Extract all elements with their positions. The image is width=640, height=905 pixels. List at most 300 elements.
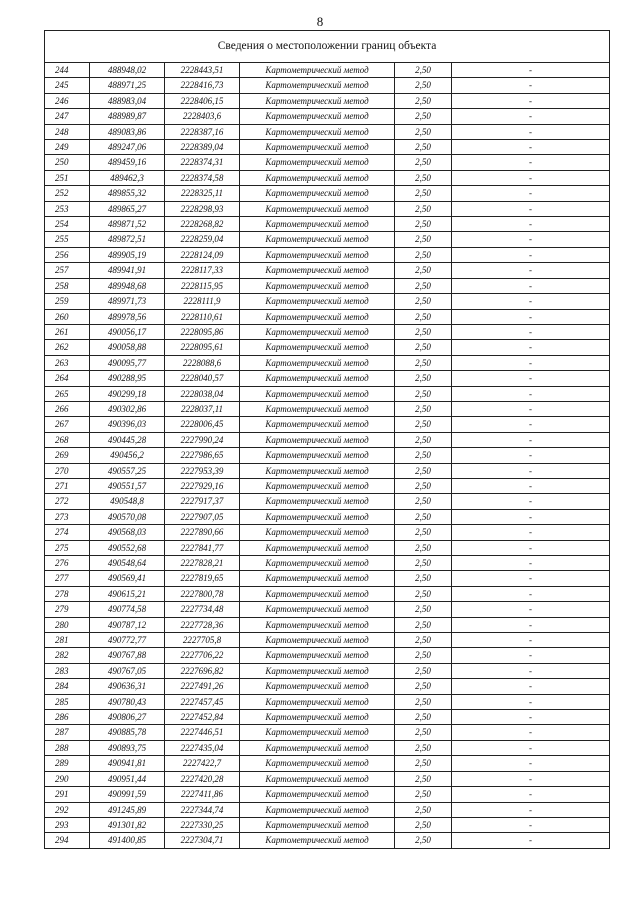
point-number-cell: 247 — [45, 109, 90, 124]
description-cell: - — [452, 679, 610, 694]
x-coordinate-cell: 490445,28 — [90, 432, 165, 447]
y-coordinate-cell: 2228387,16 — [165, 124, 240, 139]
table-row — [45, 633, 610, 648]
method-cell: Картометрический метод — [240, 401, 395, 416]
table-row — [45, 756, 610, 771]
y-coordinate-cell: 2227696,82 — [165, 663, 240, 678]
y-coordinate-cell: 2227457,45 — [165, 694, 240, 709]
table-row — [45, 278, 610, 293]
method-cell: Картометрический метод — [240, 278, 395, 293]
y-coordinate-cell: 2227986,65 — [165, 448, 240, 463]
x-coordinate-cell: 490299,18 — [90, 386, 165, 401]
table-row — [45, 201, 610, 216]
accuracy-cell: 2,50 — [395, 124, 452, 139]
point-number-cell: 256 — [45, 247, 90, 262]
y-coordinate-cell: 2227452,84 — [165, 710, 240, 725]
description-cell: - — [452, 186, 610, 201]
method-cell: Картометрический метод — [240, 509, 395, 524]
accuracy-cell: 2,50 — [395, 217, 452, 232]
description-cell: - — [452, 525, 610, 540]
description-cell: - — [452, 109, 610, 124]
table-row — [45, 432, 610, 447]
accuracy-cell: 2,50 — [395, 817, 452, 832]
x-coordinate-cell: 489865,27 — [90, 201, 165, 216]
point-number-cell: 269 — [45, 448, 90, 463]
x-coordinate-cell: 490951,44 — [90, 771, 165, 786]
accuracy-cell: 2,50 — [395, 494, 452, 509]
boundary-coordinates-table — [44, 30, 610, 849]
point-number-cell: 272 — [45, 494, 90, 509]
method-cell: Картометрический метод — [240, 740, 395, 755]
accuracy-cell: 2,50 — [395, 155, 452, 170]
description-cell: - — [452, 263, 610, 278]
method-cell: Картометрический метод — [240, 247, 395, 262]
method-cell: Картометрический метод — [240, 417, 395, 432]
accuracy-cell: 2,50 — [395, 247, 452, 262]
x-coordinate-cell: 491400,85 — [90, 833, 165, 848]
accuracy-cell: 2,50 — [395, 787, 452, 802]
y-coordinate-cell: 2227929,16 — [165, 478, 240, 493]
point-number-cell: 248 — [45, 124, 90, 139]
point-number-cell: 257 — [45, 263, 90, 278]
point-number-cell: 277 — [45, 571, 90, 586]
point-number-cell: 258 — [45, 278, 90, 293]
method-cell: Картометрический метод — [240, 463, 395, 478]
description-cell: - — [452, 463, 610, 478]
y-coordinate-cell: 2228038,04 — [165, 386, 240, 401]
description-cell: - — [452, 232, 610, 247]
x-coordinate-cell: 488989,87 — [90, 109, 165, 124]
accuracy-cell: 2,50 — [395, 401, 452, 416]
accuracy-cell: 2,50 — [395, 525, 452, 540]
y-coordinate-cell: 2227841,77 — [165, 540, 240, 555]
description-cell: - — [452, 401, 610, 416]
table-row — [45, 602, 610, 617]
x-coordinate-cell: 489941,91 — [90, 263, 165, 278]
accuracy-cell: 2,50 — [395, 571, 452, 586]
method-cell: Картометрический метод — [240, 478, 395, 493]
table-row — [45, 817, 610, 832]
description-cell: - — [452, 710, 610, 725]
x-coordinate-cell: 489978,56 — [90, 309, 165, 324]
x-coordinate-cell: 489971,73 — [90, 294, 165, 309]
x-coordinate-cell: 489855,32 — [90, 186, 165, 201]
table-row — [45, 509, 610, 524]
point-number-cell: 273 — [45, 509, 90, 524]
x-coordinate-cell: 490056,17 — [90, 324, 165, 339]
method-cell: Картометрический метод — [240, 663, 395, 678]
method-cell: Картометрический метод — [240, 386, 395, 401]
x-coordinate-cell: 490557,25 — [90, 463, 165, 478]
method-cell: Картометрический метод — [240, 78, 395, 93]
x-coordinate-cell: 490551,57 — [90, 478, 165, 493]
description-cell: - — [452, 694, 610, 709]
method-cell: Картометрический метод — [240, 170, 395, 185]
method-cell: Картометрический метод — [240, 140, 395, 155]
table-row — [45, 833, 610, 848]
description-cell: - — [452, 63, 610, 78]
method-cell: Картометрический метод — [240, 294, 395, 309]
method-cell: Картометрический метод — [240, 186, 395, 201]
accuracy-cell: 2,50 — [395, 78, 452, 93]
method-cell: Картометрический метод — [240, 494, 395, 509]
point-number-cell: 263 — [45, 355, 90, 370]
x-coordinate-cell: 490893,75 — [90, 740, 165, 755]
table-row — [45, 78, 610, 93]
point-number-cell: 259 — [45, 294, 90, 309]
table-row — [45, 263, 610, 278]
table-row — [45, 802, 610, 817]
table-row — [45, 525, 610, 540]
point-number-cell: 281 — [45, 633, 90, 648]
accuracy-cell: 2,50 — [395, 309, 452, 324]
description-cell: - — [452, 278, 610, 293]
method-cell: Картометрический метод — [240, 556, 395, 571]
method-cell: Картометрический метод — [240, 432, 395, 447]
point-number-cell: 285 — [45, 694, 90, 709]
x-coordinate-cell: 488971,25 — [90, 78, 165, 93]
description-cell: - — [452, 617, 610, 632]
table-row — [45, 186, 610, 201]
point-number-cell: 254 — [45, 217, 90, 232]
x-coordinate-cell: 488983,04 — [90, 93, 165, 108]
x-coordinate-cell: 490991,59 — [90, 787, 165, 802]
table-row — [45, 571, 610, 586]
accuracy-cell: 2,50 — [395, 556, 452, 571]
y-coordinate-cell: 2228111,9 — [165, 294, 240, 309]
table-row — [45, 710, 610, 725]
method-cell: Картометрический метод — [240, 201, 395, 216]
description-cell: - — [452, 833, 610, 848]
y-coordinate-cell: 2227330,25 — [165, 817, 240, 832]
table-row — [45, 494, 610, 509]
method-cell: Картометрический метод — [240, 787, 395, 802]
description-cell: - — [452, 294, 610, 309]
point-number-cell: 283 — [45, 663, 90, 678]
description-cell: - — [452, 417, 610, 432]
description-cell: - — [452, 802, 610, 817]
x-coordinate-cell: 490095,77 — [90, 355, 165, 370]
point-number-cell: 276 — [45, 556, 90, 571]
point-number-cell: 270 — [45, 463, 90, 478]
y-coordinate-cell: 2228406,15 — [165, 93, 240, 108]
accuracy-cell: 2,50 — [395, 186, 452, 201]
accuracy-cell: 2,50 — [395, 586, 452, 601]
description-cell: - — [452, 432, 610, 447]
y-coordinate-cell: 2227819,65 — [165, 571, 240, 586]
accuracy-cell: 2,50 — [395, 617, 452, 632]
y-coordinate-cell: 2228040,57 — [165, 371, 240, 386]
table-row — [45, 217, 610, 232]
y-coordinate-cell: 2227917,37 — [165, 494, 240, 509]
point-number-cell: 293 — [45, 817, 90, 832]
table-row — [45, 740, 610, 755]
point-number-cell: 278 — [45, 586, 90, 601]
table-row — [45, 540, 610, 555]
y-coordinate-cell: 2228389,04 — [165, 140, 240, 155]
x-coordinate-cell: 489083,86 — [90, 124, 165, 139]
method-cell: Картометрический метод — [240, 602, 395, 617]
method-cell: Картометрический метод — [240, 679, 395, 694]
method-cell: Картометрический метод — [240, 525, 395, 540]
point-number-cell: 280 — [45, 617, 90, 632]
x-coordinate-cell: 490456,2 — [90, 448, 165, 463]
table-row — [45, 232, 610, 247]
x-coordinate-cell: 490780,43 — [90, 694, 165, 709]
y-coordinate-cell: 2228117,33 — [165, 263, 240, 278]
table-row — [45, 371, 610, 386]
point-number-cell: 249 — [45, 140, 90, 155]
accuracy-cell: 2,50 — [395, 710, 452, 725]
table-row — [45, 63, 610, 78]
y-coordinate-cell: 2227411,86 — [165, 787, 240, 802]
y-coordinate-cell: 2228006,45 — [165, 417, 240, 432]
y-coordinate-cell: 2228416,73 — [165, 78, 240, 93]
method-cell: Картометрический метод — [240, 109, 395, 124]
point-number-cell: 255 — [45, 232, 90, 247]
description-cell: - — [452, 787, 610, 802]
table-row — [45, 155, 610, 170]
method-cell: Картометрический метод — [240, 648, 395, 663]
table-row — [45, 247, 610, 262]
accuracy-cell: 2,50 — [395, 602, 452, 617]
table-row — [45, 679, 610, 694]
method-cell: Картометрический метод — [240, 448, 395, 463]
method-cell: Картометрический метод — [240, 725, 395, 740]
method-cell: Картометрический метод — [240, 771, 395, 786]
table-row — [45, 140, 610, 155]
x-coordinate-cell: 489872,51 — [90, 232, 165, 247]
y-coordinate-cell: 2228095,86 — [165, 324, 240, 339]
y-coordinate-cell: 2227422,7 — [165, 756, 240, 771]
description-cell: - — [452, 817, 610, 832]
accuracy-cell: 2,50 — [395, 140, 452, 155]
method-cell: Картометрический метод — [240, 833, 395, 848]
table-row — [45, 386, 610, 401]
x-coordinate-cell: 490288,95 — [90, 371, 165, 386]
y-coordinate-cell: 2228110,61 — [165, 309, 240, 324]
table-row — [45, 417, 610, 432]
accuracy-cell: 2,50 — [395, 432, 452, 447]
y-coordinate-cell: 2227344,74 — [165, 802, 240, 817]
method-cell: Картометрический метод — [240, 63, 395, 78]
table-row — [45, 401, 610, 416]
point-number-cell: 267 — [45, 417, 90, 432]
accuracy-cell: 2,50 — [395, 278, 452, 293]
description-cell: - — [452, 170, 610, 185]
point-number-cell: 292 — [45, 802, 90, 817]
accuracy-cell: 2,50 — [395, 756, 452, 771]
y-coordinate-cell: 2227828,21 — [165, 556, 240, 571]
description-cell: - — [452, 247, 610, 262]
method-cell: Картометрический метод — [240, 802, 395, 817]
table-row — [45, 694, 610, 709]
y-coordinate-cell: 2227907,05 — [165, 509, 240, 524]
description-cell: - — [452, 771, 610, 786]
point-number-cell: 287 — [45, 725, 90, 740]
table-row — [45, 663, 610, 678]
description-cell: - — [452, 586, 610, 601]
method-cell: Картометрический метод — [240, 571, 395, 586]
y-coordinate-cell: 2227705,8 — [165, 633, 240, 648]
boundary-table-sheet — [44, 30, 609, 849]
point-number-cell: 252 — [45, 186, 90, 201]
description-cell: - — [452, 340, 610, 355]
point-number-cell: 271 — [45, 478, 90, 493]
y-coordinate-cell: 2228037,11 — [165, 401, 240, 416]
x-coordinate-cell: 490772,77 — [90, 633, 165, 648]
page-number: 8 — [316, 14, 324, 29]
table-row — [45, 787, 610, 802]
accuracy-cell: 2,50 — [395, 386, 452, 401]
y-coordinate-cell: 2227734,48 — [165, 602, 240, 617]
description-cell: - — [452, 124, 610, 139]
point-number-cell: 266 — [45, 401, 90, 416]
table-row — [45, 93, 610, 108]
table-row — [45, 725, 610, 740]
point-number-cell: 265 — [45, 386, 90, 401]
accuracy-cell: 2,50 — [395, 355, 452, 370]
table-row — [45, 324, 610, 339]
x-coordinate-cell: 490767,05 — [90, 663, 165, 678]
y-coordinate-cell: 2228088,6 — [165, 355, 240, 370]
description-cell: - — [452, 509, 610, 524]
accuracy-cell: 2,50 — [395, 663, 452, 678]
description-cell: - — [452, 725, 610, 740]
point-number-cell: 279 — [45, 602, 90, 617]
x-coordinate-cell: 489459,16 — [90, 155, 165, 170]
method-cell: Картометрический метод — [240, 756, 395, 771]
method-cell: Картометрический метод — [240, 324, 395, 339]
method-cell: Картометрический метод — [240, 309, 395, 324]
description-cell: - — [452, 355, 610, 370]
point-number-cell: 253 — [45, 201, 90, 216]
accuracy-cell: 2,50 — [395, 679, 452, 694]
method-cell: Картометрический метод — [240, 617, 395, 632]
accuracy-cell: 2,50 — [395, 371, 452, 386]
y-coordinate-cell: 2228403,6 — [165, 109, 240, 124]
table-row — [45, 294, 610, 309]
method-cell: Картометрический метод — [240, 340, 395, 355]
accuracy-cell: 2,50 — [395, 802, 452, 817]
description-cell: - — [452, 540, 610, 555]
method-cell: Картометрический метод — [240, 232, 395, 247]
description-cell: - — [452, 324, 610, 339]
accuracy-cell: 2,50 — [395, 694, 452, 709]
description-cell: - — [452, 633, 610, 648]
description-cell: - — [452, 371, 610, 386]
accuracy-cell: 2,50 — [395, 833, 452, 848]
table-row — [45, 463, 610, 478]
point-number-cell: 251 — [45, 170, 90, 185]
point-number-cell: 244 — [45, 63, 90, 78]
description-cell: - — [452, 155, 610, 170]
method-cell: Картометрический метод — [240, 586, 395, 601]
description-cell: - — [452, 494, 610, 509]
table-row — [45, 771, 610, 786]
y-coordinate-cell: 2228268,82 — [165, 217, 240, 232]
accuracy-cell: 2,50 — [395, 93, 452, 108]
point-number-cell: 261 — [45, 324, 90, 339]
y-coordinate-cell: 2228259,04 — [165, 232, 240, 247]
method-cell: Картометрический метод — [240, 817, 395, 832]
description-cell: - — [452, 386, 610, 401]
point-number-cell: 275 — [45, 540, 90, 555]
y-coordinate-cell: 2227706,22 — [165, 648, 240, 663]
y-coordinate-cell: 2228374,31 — [165, 155, 240, 170]
accuracy-cell: 2,50 — [395, 648, 452, 663]
description-cell: - — [452, 602, 610, 617]
point-number-cell: 260 — [45, 309, 90, 324]
x-coordinate-cell: 490941,81 — [90, 756, 165, 771]
x-coordinate-cell: 490569,41 — [90, 571, 165, 586]
x-coordinate-cell: 490058,88 — [90, 340, 165, 355]
accuracy-cell: 2,50 — [395, 478, 452, 493]
point-number-cell: 274 — [45, 525, 90, 540]
table-row — [45, 340, 610, 355]
table-row — [45, 109, 610, 124]
method-cell: Картометрический метод — [240, 633, 395, 648]
method-cell: Картометрический метод — [240, 540, 395, 555]
x-coordinate-cell: 491245,89 — [90, 802, 165, 817]
x-coordinate-cell: 490396,03 — [90, 417, 165, 432]
point-number-cell: 262 — [45, 340, 90, 355]
table-row — [45, 478, 610, 493]
x-coordinate-cell: 489247,06 — [90, 140, 165, 155]
description-cell: - — [452, 571, 610, 586]
y-coordinate-cell: 2227446,51 — [165, 725, 240, 740]
x-coordinate-cell: 489905,19 — [90, 247, 165, 262]
x-coordinate-cell: 488948,02 — [90, 63, 165, 78]
x-coordinate-cell: 490787,12 — [90, 617, 165, 632]
y-coordinate-cell: 2227728,36 — [165, 617, 240, 632]
x-coordinate-cell: 490548,8 — [90, 494, 165, 509]
point-number-cell: 284 — [45, 679, 90, 694]
y-coordinate-cell: 2227890,66 — [165, 525, 240, 540]
description-cell: - — [452, 556, 610, 571]
method-cell: Картометрический метод — [240, 93, 395, 108]
y-coordinate-cell: 2227420,28 — [165, 771, 240, 786]
x-coordinate-cell: 490885,78 — [90, 725, 165, 740]
y-coordinate-cell: 2228095,61 — [165, 340, 240, 355]
accuracy-cell: 2,50 — [395, 448, 452, 463]
description-cell: - — [452, 217, 610, 232]
description-cell: - — [452, 756, 610, 771]
accuracy-cell: 2,50 — [395, 417, 452, 432]
point-number-cell: 282 — [45, 648, 90, 663]
method-cell: Картометрический метод — [240, 710, 395, 725]
point-number-cell: 246 — [45, 93, 90, 108]
accuracy-cell: 2,50 — [395, 109, 452, 124]
y-coordinate-cell: 2228124,09 — [165, 247, 240, 262]
point-number-cell: 288 — [45, 740, 90, 755]
method-cell: Картометрический метод — [240, 124, 395, 139]
y-coordinate-cell: 2228443,51 — [165, 63, 240, 78]
x-coordinate-cell: 489462,3 — [90, 170, 165, 185]
accuracy-cell: 2,50 — [395, 63, 452, 78]
table-row — [45, 617, 610, 632]
table-row — [45, 648, 610, 663]
point-number-cell: 291 — [45, 787, 90, 802]
point-number-cell: 268 — [45, 432, 90, 447]
y-coordinate-cell: 2228298,93 — [165, 201, 240, 216]
table-row — [45, 448, 610, 463]
y-coordinate-cell: 2227990,24 — [165, 432, 240, 447]
accuracy-cell: 2,50 — [395, 340, 452, 355]
accuracy-cell: 2,50 — [395, 201, 452, 216]
y-coordinate-cell: 2227304,71 — [165, 833, 240, 848]
x-coordinate-cell: 491301,82 — [90, 817, 165, 832]
